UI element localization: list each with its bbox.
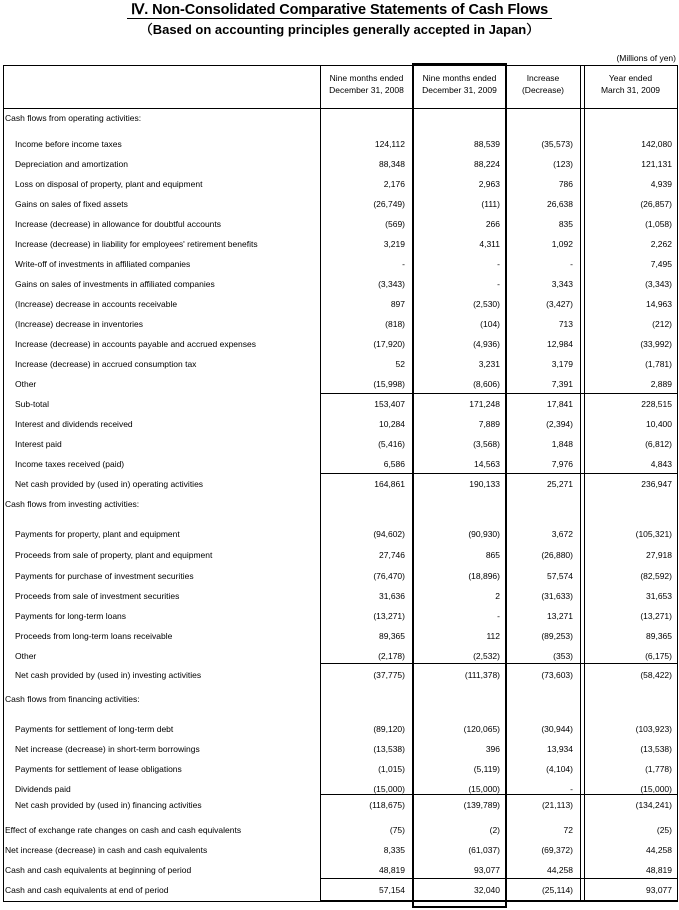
- row-value: (1,781): [645, 359, 672, 369]
- table-row: [0, 800, 679, 820]
- row-value: (123): [553, 159, 573, 169]
- row-value: 32,040: [474, 885, 500, 895]
- table-row: [0, 399, 679, 419]
- row-value: 17,841: [547, 399, 573, 409]
- row-value: 7,391: [551, 379, 573, 389]
- row-value: (13,538): [373, 744, 405, 754]
- row-value: 112: [486, 631, 500, 641]
- row-value: (118,675): [369, 800, 405, 810]
- table-row: [0, 279, 679, 299]
- table-row: [0, 529, 679, 549]
- row-value: (3,427): [546, 299, 573, 309]
- row-label: Payments for property, plant and equipment: [15, 529, 180, 539]
- row-value: 1,848: [551, 439, 573, 449]
- row-value: 57,154: [379, 885, 405, 895]
- row-value: (103,923): [635, 724, 672, 734]
- row-value: -: [497, 259, 500, 269]
- table-row: [0, 439, 679, 459]
- row-value: (75): [389, 825, 405, 835]
- row-value: (353): [553, 651, 573, 661]
- row-value: 4,939: [650, 179, 672, 189]
- row-value: 88,224: [474, 159, 500, 169]
- section-heading-investing: Cash flows from investing activities:: [5, 499, 140, 509]
- row-value: 153,407: [374, 399, 405, 409]
- table-row: [0, 845, 679, 865]
- row-value: 164,861: [374, 479, 405, 489]
- row-label: Increase (decrease) in allowance for doubtful accounts: [15, 219, 222, 229]
- row-value: 3,672: [551, 529, 573, 539]
- row-value: (4,936): [473, 339, 500, 349]
- header-bottom-border: [3, 108, 678, 109]
- highlight-column-bottom-border: [412, 906, 507, 908]
- row-value: (76,470): [373, 571, 405, 581]
- row-value: 88,539: [474, 139, 500, 149]
- row-value: (26,749): [373, 199, 405, 209]
- row-value: (120,065): [463, 724, 500, 734]
- row-value: (105,321): [635, 529, 672, 539]
- table-row: [0, 865, 679, 885]
- row-value: (2,530): [473, 299, 500, 309]
- section-heading-operating: Cash flows from operating activities:: [5, 113, 142, 123]
- row-value: 72: [563, 825, 573, 835]
- row-value: (2,178): [378, 651, 405, 661]
- row-value: (1,058): [645, 219, 672, 229]
- row-label: Net increase (decrease) in cash and cash equivalents: [5, 845, 208, 855]
- row-value: 31,636: [379, 591, 405, 601]
- table-row: [0, 159, 679, 179]
- column-header-2009: Nine months ended December 31, 2009: [422, 73, 497, 95]
- row-value: -: [497, 611, 500, 621]
- row-value: 7,976: [551, 459, 573, 469]
- row-value: (5,416): [378, 439, 405, 449]
- row-value: (5,119): [473, 764, 500, 774]
- row-value: 7,889: [478, 419, 500, 429]
- row-value: (2,532): [473, 651, 500, 661]
- row-label: Proceeds from sale of investment securities: [15, 591, 180, 601]
- row-label: Depreciation and amortization: [15, 159, 128, 169]
- section-heading-financing: Cash flows from financing activities:: [5, 694, 140, 704]
- row-value: (17,920): [373, 339, 405, 349]
- row-label: Interest paid: [15, 439, 62, 449]
- row-value: 13,271: [547, 611, 573, 621]
- row-label: Dividends paid: [15, 784, 71, 794]
- row-value: 2,262: [650, 239, 672, 249]
- table-row: [0, 611, 679, 631]
- row-value: 10,400: [646, 419, 672, 429]
- table-row: [0, 379, 679, 399]
- row-value: (15,000): [468, 784, 500, 794]
- row-value: 57,574: [547, 571, 573, 581]
- row-label: Sub-total: [15, 399, 50, 409]
- row-value: 52: [395, 359, 405, 369]
- column-header-fy2009: Year ended March 31, 2009: [600, 73, 661, 95]
- row-value: (69,372): [541, 845, 573, 855]
- row-label: Increase (decrease) in liability for employees' retirement benefits: [15, 239, 258, 249]
- row-value: (61,037): [468, 845, 500, 855]
- table-row: [0, 139, 679, 159]
- row-value: 27,918: [646, 550, 672, 560]
- row-value: 2: [495, 591, 500, 601]
- row-value: 3,231: [478, 359, 500, 369]
- table-top-border: [3, 65, 678, 66]
- row-value: 44,258: [547, 865, 573, 875]
- table-row: [0, 631, 679, 651]
- row-value: (94,602): [373, 529, 405, 539]
- table-row: [0, 419, 679, 439]
- row-value: (569): [385, 219, 405, 229]
- row-value: 6,586: [383, 459, 405, 469]
- row-value: (15,000): [640, 784, 672, 794]
- row-value: (111): [481, 199, 500, 209]
- table-row: [0, 479, 679, 499]
- row-value: 48,819: [379, 865, 405, 875]
- table-row: [0, 199, 679, 219]
- row-value: (89,253): [541, 631, 573, 641]
- row-label: Payments for settlement of long-term debt: [15, 724, 174, 734]
- table-row: [0, 764, 679, 784]
- row-value: 27,746: [379, 550, 405, 560]
- row-value: 2,176: [383, 179, 405, 189]
- row-value: 2,963: [478, 179, 500, 189]
- row-value: (25): [656, 825, 672, 835]
- row-value: 14,563: [474, 459, 500, 469]
- row-label: Proceeds from long-term loans receivable: [15, 631, 173, 641]
- row-value: -: [570, 259, 573, 269]
- row-value: (3,343): [645, 279, 672, 289]
- row-value: (37,775): [373, 670, 405, 680]
- row-value: (2): [489, 825, 500, 835]
- row-value: (139,789): [463, 800, 500, 810]
- row-value: (818): [385, 319, 405, 329]
- table-row: [0, 825, 679, 845]
- row-value: (90,930): [468, 529, 500, 539]
- row-value: 89,365: [379, 631, 405, 641]
- table-row: [0, 550, 679, 570]
- row-value: (111,378): [464, 670, 500, 680]
- row-value: (21,113): [541, 800, 573, 810]
- row-value: (1,015): [378, 764, 405, 774]
- row-label: Payments for long-term loans: [15, 611, 127, 621]
- table-row: [0, 885, 679, 905]
- row-value: 12,984: [547, 339, 573, 349]
- row-label: Effect of exchange rate changes on cash and cash equivalents: [5, 825, 242, 835]
- row-label: Loss on disposal of property, plant and equipment: [15, 179, 203, 189]
- row-value: 8,335: [383, 845, 405, 855]
- row-value: (25,114): [541, 885, 573, 895]
- table-row: [0, 651, 679, 671]
- row-value: (1,778): [645, 764, 672, 774]
- table-row: [0, 239, 679, 259]
- row-value: (13,271): [640, 611, 672, 621]
- row-value: 124,112: [374, 139, 405, 149]
- row-value: 835: [558, 219, 573, 229]
- row-value: 3,219: [383, 239, 405, 249]
- row-label: (Increase) decrease in inventories: [15, 319, 144, 329]
- row-value: (4,104): [546, 764, 573, 774]
- row-value: (3,568): [473, 439, 500, 449]
- statement-subtitle: （Based on accounting principles generally accepted in Japan）: [139, 22, 540, 37]
- row-label: Cash and cash equivalents at end of period: [5, 885, 169, 895]
- row-value: 786: [558, 179, 573, 189]
- row-value: 4,311: [479, 239, 500, 249]
- row-label: Write-off of investments in affiliated companies: [15, 259, 191, 269]
- row-value: 2,889: [650, 379, 672, 389]
- row-value: 88,348: [379, 159, 405, 169]
- highlight-column-top-border: [412, 63, 507, 65]
- row-value: 713: [558, 319, 573, 329]
- row-value: 26,638: [547, 199, 573, 209]
- row-value: 142,080: [641, 139, 672, 149]
- row-label: Interest and dividends received: [15, 419, 133, 429]
- row-value: 897: [390, 299, 405, 309]
- row-value: 396: [485, 744, 500, 754]
- row-label: Other: [15, 651, 37, 661]
- row-label: Increase (decrease) in accounts payable and accrued expenses: [15, 339, 256, 349]
- row-value: (30,944): [541, 724, 573, 734]
- row-value: -: [570, 784, 573, 794]
- row-value: (3,343): [378, 279, 405, 289]
- row-value: 44,258: [646, 845, 672, 855]
- row-value: 14,963: [646, 299, 672, 309]
- row-label: Gains on sales of fixed assets: [15, 199, 128, 209]
- table-row: [0, 299, 679, 319]
- column-header-2008: Nine months ended December 31, 2008: [329, 73, 404, 95]
- row-value: 228,515: [641, 399, 672, 409]
- row-value: (15,000): [373, 784, 405, 794]
- row-value: 4,843: [650, 459, 672, 469]
- row-value: 93,077: [474, 865, 500, 875]
- row-label: Other: [15, 379, 37, 389]
- row-value: 10,284: [379, 419, 405, 429]
- row-value: (212): [652, 319, 672, 329]
- table-row: [0, 259, 679, 279]
- table-row: [0, 219, 679, 239]
- row-value: 865: [485, 550, 500, 560]
- table-row: [0, 319, 679, 339]
- row-value: 171,248: [469, 399, 500, 409]
- row-value: (26,880): [541, 550, 573, 560]
- row-label: Proceeds from sale of property, plant and equipment: [15, 550, 213, 560]
- table-row: [0, 359, 679, 379]
- row-value: 121,131: [641, 159, 672, 169]
- row-value: (26,857): [640, 199, 672, 209]
- row-label: Payments for settlement of lease obligations: [15, 764, 182, 774]
- row-value: (8,606): [473, 379, 500, 389]
- row-value: (6,812): [645, 439, 672, 449]
- row-value: (13,271): [373, 611, 405, 621]
- row-value: (13,538): [640, 744, 672, 754]
- row-value: (18,896): [468, 571, 500, 581]
- row-value: (82,592): [640, 571, 672, 581]
- row-label: Net cash provided by (used in) investing activities: [15, 670, 202, 680]
- row-label: Net cash provided by (used in) operating activities: [15, 479, 204, 489]
- row-label: Net increase (decrease) in short-term borrowings: [15, 744, 200, 754]
- table-row: [0, 339, 679, 359]
- row-value: (73,603): [541, 670, 573, 680]
- row-value: (134,241): [635, 800, 672, 810]
- table-row: [0, 724, 679, 744]
- row-label: Gains on sales of investments in affiliated companies: [15, 279, 215, 289]
- row-value: 1,092: [551, 239, 573, 249]
- table-row: [0, 591, 679, 611]
- table-row: [0, 744, 679, 764]
- row-value: 25,271: [547, 479, 573, 489]
- row-label: Increase (decrease) in accrued consumption tax: [15, 359, 197, 369]
- row-value: (33,992): [640, 339, 672, 349]
- row-value: -: [402, 259, 405, 269]
- row-label: Net cash provided by (used in) financing activities: [15, 800, 202, 810]
- row-label: Cash and cash equivalents at beginning of period: [5, 865, 192, 875]
- row-value: (35,573): [541, 139, 573, 149]
- row-value: (15,998): [373, 379, 405, 389]
- row-value: 48,819: [646, 865, 672, 875]
- column-header-change: Increase (Decrease): [521, 73, 565, 95]
- row-value: 89,365: [646, 631, 672, 641]
- row-value: 266: [485, 219, 500, 229]
- row-label: (Increase) decrease in accounts receivable: [15, 299, 178, 309]
- row-label: Income taxes received (paid): [15, 459, 125, 469]
- row-value: (6,175): [645, 651, 672, 661]
- row-value: (2,394): [546, 419, 573, 429]
- row-value: 190,133: [469, 479, 500, 489]
- row-value: (89,120): [373, 724, 405, 734]
- row-label: Payments for purchase of investment securities: [15, 571, 194, 581]
- row-value: (31,633): [541, 591, 573, 601]
- row-value: 3,179: [551, 359, 573, 369]
- row-value: 7,495: [650, 259, 672, 269]
- table-row: [0, 670, 679, 690]
- table-row: [0, 459, 679, 479]
- row-value: (58,422): [640, 670, 672, 680]
- row-value: 93,077: [646, 885, 672, 895]
- units-note: (Millions of yen): [616, 53, 676, 63]
- table-row: [0, 179, 679, 199]
- row-value: 3,343: [551, 279, 573, 289]
- row-value: 13,934: [547, 744, 573, 754]
- statement-title: Ⅳ. Non-Consolidated Comparative Statements of Cash Flows: [0, 2, 679, 19]
- row-label: Income before income taxes: [15, 139, 122, 149]
- row-value: 236,947: [641, 479, 672, 489]
- row-value: -: [497, 279, 500, 289]
- table-row: [0, 571, 679, 591]
- row-value: 31,653: [646, 591, 672, 601]
- row-value: (104): [480, 319, 500, 329]
